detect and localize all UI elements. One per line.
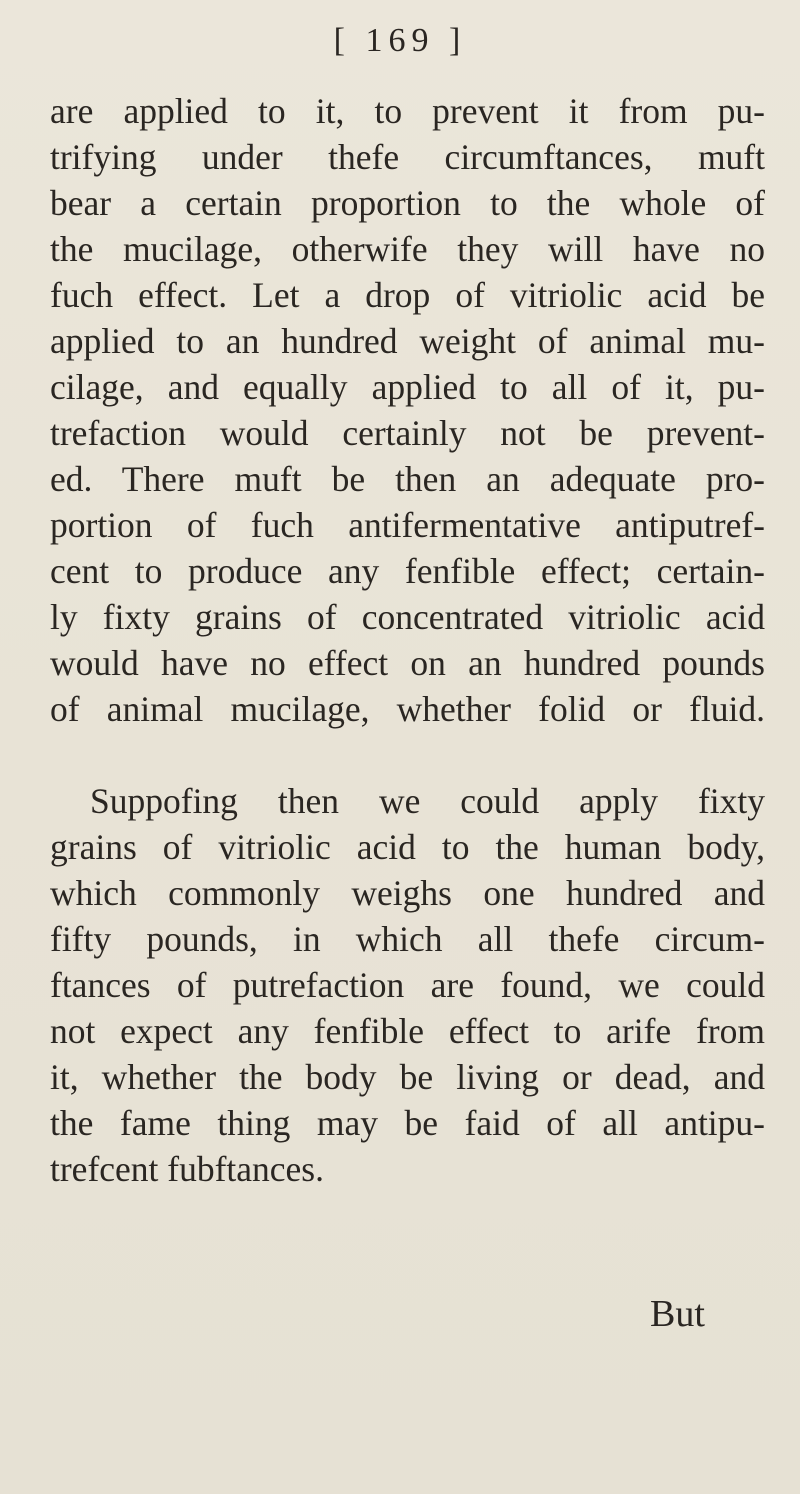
text-line: applied to an hundred weight of animal mu- bbox=[50, 321, 765, 361]
text-line: cilage, and equally applied to all of it, pu- bbox=[50, 367, 765, 407]
text-line: trefaction would certainly not be prevent- bbox=[50, 413, 765, 453]
text-line: are applied to it, to prevent it from pu- bbox=[50, 91, 765, 131]
text-line: would have no effect on an hundred pounds bbox=[50, 643, 765, 683]
text-line: not expect any fenfible effect to arife from bbox=[50, 1011, 765, 1051]
text-line: which commonly weighs one hundred and bbox=[50, 873, 765, 913]
text-line: cent to produce any fenfible effect; certain- bbox=[50, 551, 765, 591]
text-line: the fame thing may be faid of all antipu- bbox=[50, 1103, 765, 1143]
text-line: portion of fuch antifermentative antiputref- bbox=[50, 505, 765, 545]
text-line: fuch effect. Let a drop of vitriolic acid be bbox=[50, 275, 765, 315]
text-line: ly fixty grains of concentrated vitriolic acid bbox=[50, 597, 765, 637]
catchword: But bbox=[650, 1293, 705, 1335]
text-line: Suppofing then we could apply fixty bbox=[90, 781, 765, 821]
page-number: [ 169 ] bbox=[333, 22, 467, 59]
text-line: ftances of putrefaction are found, we could bbox=[50, 965, 765, 1005]
text-line: grains of vitriolic acid to the human body, bbox=[50, 827, 765, 867]
paragraph-1 bbox=[50, 88, 765, 732]
text-line: it, whether the body be living or dead, and bbox=[50, 1057, 765, 1097]
text-line: of animal mucilage, whether folid or fluid. bbox=[50, 689, 765, 729]
text-line: fifty pounds, in which all thefe circum- bbox=[50, 919, 765, 959]
text-line: trifying under thefe circumftances, muft bbox=[50, 137, 765, 177]
text-line: bear a certain proportion to the whole of bbox=[50, 183, 765, 223]
text-line: trefcent fubftances. bbox=[50, 1149, 324, 1189]
text-line: the mucilage, otherwife they will have no bbox=[50, 229, 765, 269]
paragraph-2 bbox=[50, 778, 765, 1192]
text-line: ed. There muft be then an adequate pro- bbox=[50, 459, 765, 499]
